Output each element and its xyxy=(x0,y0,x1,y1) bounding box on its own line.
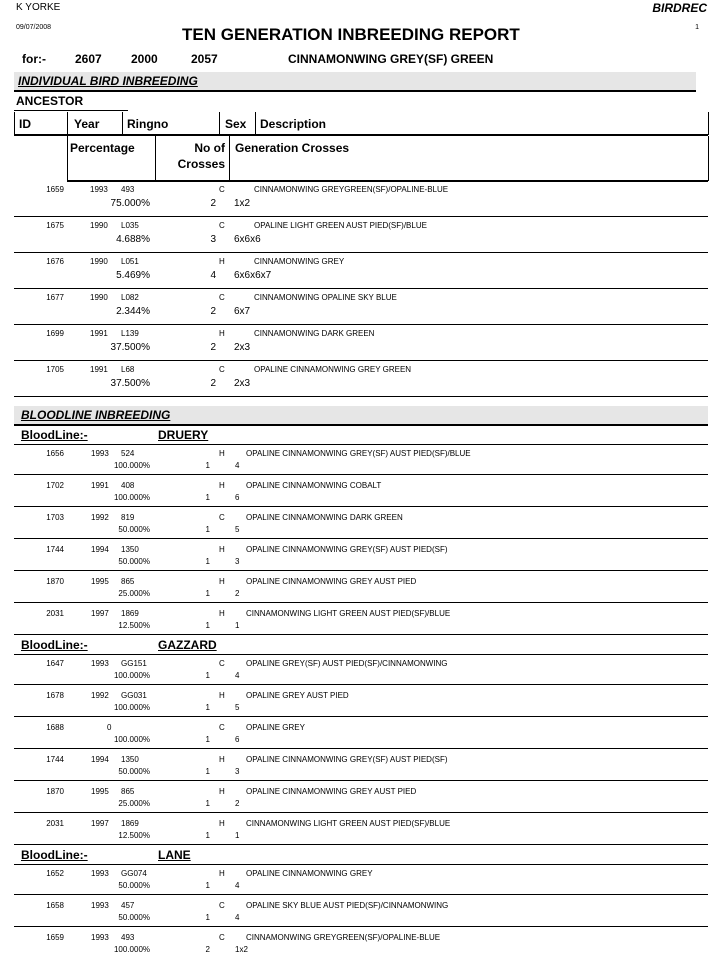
row-id: 1699 xyxy=(46,329,64,338)
row-year: 1990 xyxy=(90,221,108,230)
for-label: for:- xyxy=(22,52,46,66)
row-year: 1991 xyxy=(91,481,109,490)
row-sex: H xyxy=(219,481,225,490)
row-crosses: 1 xyxy=(205,703,210,712)
row-description: CINNAMONWING OPALINE SKY BLUE xyxy=(254,293,397,302)
row-generations: 5 xyxy=(235,525,240,534)
row-divider xyxy=(14,812,708,813)
row-crosses: 2 xyxy=(210,306,216,317)
row-crosses: 1 xyxy=(205,735,210,744)
row-description: OPALINE CINNAMONWING GREY(SF) AUST PIED(SF)/BLUE xyxy=(246,449,471,458)
row-ringno: GG031 xyxy=(121,691,147,700)
row-year: 1994 xyxy=(91,755,109,764)
row-sex: H xyxy=(219,545,225,554)
row-percentage: 12.500% xyxy=(118,831,150,840)
col-divider xyxy=(14,112,15,135)
bloodline-label: BloodLine:- xyxy=(21,638,88,652)
column-header-year: Year xyxy=(74,117,100,131)
row-divider xyxy=(14,894,708,895)
row-generations: 1 xyxy=(235,831,240,840)
col-divider xyxy=(67,136,68,181)
row-ringno: 865 xyxy=(121,787,135,796)
row-sex: H xyxy=(219,609,225,618)
row-generations: 1 xyxy=(235,621,240,630)
row-id: 1658 xyxy=(46,901,64,910)
row-ringno: 819 xyxy=(121,513,135,522)
row-crosses: 1 xyxy=(205,671,210,680)
row-percentage: 100.000% xyxy=(113,735,150,744)
row-crosses: 2 xyxy=(210,378,216,389)
col-divider xyxy=(155,136,156,181)
row-year: 1993 xyxy=(91,901,109,910)
row-sex: C xyxy=(219,185,225,194)
row-divider xyxy=(14,780,708,781)
column-header-percentage: Percentage xyxy=(70,141,135,155)
row-crosses: 1 xyxy=(205,557,210,566)
row-percentage: 50.000% xyxy=(118,881,150,890)
col-divider xyxy=(67,112,68,135)
row-year: 1990 xyxy=(90,257,108,266)
row-sex: H xyxy=(219,257,225,266)
row-percentage: 50.000% xyxy=(118,557,150,566)
row-description: OPALINE GREY(SF) AUST PIED(SF)/CINNAMONWING xyxy=(246,659,448,668)
row-ringno: GG151 xyxy=(121,659,147,668)
ancestor-underline xyxy=(14,110,128,111)
row-id: 1659 xyxy=(46,185,64,194)
row-divider xyxy=(14,926,708,927)
row-divider xyxy=(14,602,708,603)
row-ringno: L68 xyxy=(121,365,135,374)
row-divider xyxy=(14,288,708,289)
row-percentage: 50.000% xyxy=(118,913,150,922)
bird-description: CINNAMONWING GREY(SF) GREEN xyxy=(288,52,494,66)
row-generations: 3 xyxy=(235,767,240,776)
row-description: OPALINE CINNAMONWING COBALT xyxy=(246,481,382,490)
row-divider xyxy=(14,570,708,571)
row-id: 1703 xyxy=(46,513,64,522)
row-divider xyxy=(14,748,708,749)
row-sex: C xyxy=(219,933,225,942)
column-header-generation-crosses: Generation Crosses xyxy=(235,141,350,155)
row-generations: 4 xyxy=(235,881,240,890)
app-name: BIRDREC xyxy=(652,1,707,15)
row-description: CINNAMONWING DARK GREEN xyxy=(254,329,375,338)
column-header-ringno: Ringno xyxy=(127,117,169,131)
row-crosses: 3 xyxy=(210,234,216,245)
row-sex: H xyxy=(219,869,225,878)
row-sex: H xyxy=(219,329,225,338)
row-ringno: 865 xyxy=(121,577,135,586)
row-ringno: 1350 xyxy=(121,545,139,554)
row-description: CINNAMONWING LIGHT GREEN AUST PIED(SF)/BLUE xyxy=(246,819,451,828)
col-divider xyxy=(122,112,123,135)
row-ringno: L139 xyxy=(121,329,139,338)
column-header-bottom-rule xyxy=(67,180,708,182)
row-sex: C xyxy=(219,365,225,374)
row-generations: 2x3 xyxy=(234,378,251,389)
row-id: 1688 xyxy=(46,723,64,732)
row-id: 1702 xyxy=(46,481,64,490)
row-sex: H xyxy=(219,755,225,764)
row-ringno: L035 xyxy=(121,221,139,230)
row-percentage: 2.344% xyxy=(116,306,150,317)
row-ringno: 493 xyxy=(121,933,135,942)
row-ringno: GG074 xyxy=(121,869,147,878)
row-crosses: 4 xyxy=(210,270,216,281)
row-year: 1992 xyxy=(91,691,109,700)
owner-name: K YORKE xyxy=(16,2,61,13)
row-id: 1675 xyxy=(46,221,64,230)
row-description: CINNAMONWING GREY xyxy=(254,257,345,266)
row-id: 1705 xyxy=(46,365,64,374)
report-title: TEN GENERATION INBREEDING REPORT xyxy=(182,25,520,44)
row-divider xyxy=(14,684,708,685)
page-number: 1 xyxy=(695,24,699,31)
row-year: 1997 xyxy=(91,819,109,828)
row-percentage: 50.000% xyxy=(118,767,150,776)
row-description: CINNAMONWING LIGHT GREEN AUST PIED(SF)/BLUE xyxy=(246,609,451,618)
row-sex: C xyxy=(219,659,225,668)
row-id: 1870 xyxy=(46,787,64,796)
row-description: OPALINE CINNAMONWING GREY(SF) AUST PIED(SF) xyxy=(246,755,448,764)
row-crosses: 1 xyxy=(205,525,210,534)
row-crosses: 1 xyxy=(205,767,210,776)
row-description: OPALINE SKY BLUE AUST PIED(SF)/CINNAMONWING xyxy=(246,901,449,910)
bloodline-section-header xyxy=(14,406,708,426)
column-header-sex: Sex xyxy=(225,117,247,131)
col-divider xyxy=(708,112,709,135)
row-percentage: 37.500% xyxy=(110,342,150,353)
row-ringno: 1869 xyxy=(121,819,139,828)
ancestor-label: ANCESTOR xyxy=(16,94,84,108)
row-percentage: 100.000% xyxy=(113,493,150,502)
row-description: OPALINE CINNAMONWING GREY(SF) AUST PIED(SF) xyxy=(246,545,448,554)
bloodline-label: BloodLine:- xyxy=(21,848,88,862)
row-divider xyxy=(14,538,708,539)
row-percentage: 75.000% xyxy=(110,198,150,209)
row-year: 1994 xyxy=(91,545,109,554)
individual-section-header xyxy=(14,72,696,92)
row-crosses: 2 xyxy=(210,198,216,209)
row-generations: 4 xyxy=(235,913,240,922)
individual-section-title: INDIVIDUAL BIRD INBREEDING xyxy=(18,74,198,88)
row-divider xyxy=(14,634,708,635)
row-generations: 5 xyxy=(235,703,240,712)
row-id: 2031 xyxy=(46,609,64,618)
row-id: 1647 xyxy=(46,659,64,668)
row-id: 1677 xyxy=(46,293,64,302)
row-percentage: 12.500% xyxy=(118,621,150,630)
row-generations: 3 xyxy=(235,557,240,566)
row-year: 1995 xyxy=(91,577,109,586)
row-description: CINNAMONWING GREYGREEN(SF)/OPALINE-BLUE xyxy=(246,933,441,942)
row-percentage: 25.000% xyxy=(118,589,150,598)
row-crosses: 1 xyxy=(205,881,210,890)
bloodline-name: LANE xyxy=(158,848,191,862)
row-crosses: 1 xyxy=(205,621,210,630)
bloodline-label: BloodLine:- xyxy=(21,428,88,442)
row-year: 1990 xyxy=(90,293,108,302)
row-year: 1992 xyxy=(91,513,109,522)
row-year: 1991 xyxy=(90,365,108,374)
row-year: 1993 xyxy=(91,449,109,458)
row-divider xyxy=(14,396,708,397)
row-crosses: 2 xyxy=(210,342,216,353)
bloodline-name: GAZZARD xyxy=(158,638,217,652)
row-description: OPALINE CINNAMONWING GREY xyxy=(246,869,373,878)
column-header-rule xyxy=(14,134,708,136)
column-header-crosses: Crosses xyxy=(177,157,225,171)
row-generations: 6x6x6 xyxy=(234,234,261,245)
row-year: 1993 xyxy=(90,185,108,194)
row-crosses: 1 xyxy=(205,493,210,502)
row-generations: 4 xyxy=(235,461,240,470)
row-generations: 2x3 xyxy=(234,342,251,353)
row-sex: C xyxy=(219,723,225,732)
row-year: 1993 xyxy=(91,659,109,668)
row-ringno: 524 xyxy=(121,449,135,458)
row-generations: 6x7 xyxy=(234,306,251,317)
row-description: OPALINE CINNAMONWING DARK GREEN xyxy=(246,513,403,522)
row-generations: 1x2 xyxy=(235,945,248,954)
row-percentage: 5.469% xyxy=(116,270,150,281)
row-generations: 2 xyxy=(235,589,240,598)
row-percentage: 4.688% xyxy=(116,234,150,245)
row-percentage: 50.000% xyxy=(118,525,150,534)
row-ringno: L082 xyxy=(121,293,139,302)
row-generations: 1x2 xyxy=(234,198,251,209)
bird-id: 2607 xyxy=(75,52,102,66)
row-year: 1995 xyxy=(91,787,109,796)
bloodline-rule xyxy=(14,444,708,445)
row-divider xyxy=(14,360,708,361)
row-ringno: 1350 xyxy=(121,755,139,764)
row-year: 1993 xyxy=(91,933,109,942)
row-crosses: 1 xyxy=(205,589,210,598)
row-percentage: 37.500% xyxy=(110,378,150,389)
col-divider xyxy=(219,112,220,135)
bloodline-section-title: BLOODLINE INBREEDING xyxy=(21,408,171,422)
row-sex: H xyxy=(219,449,225,458)
row-id: 1870 xyxy=(46,577,64,586)
row-generations: 6 xyxy=(235,493,240,502)
row-divider xyxy=(14,844,708,845)
column-header-no-of: No of xyxy=(194,141,225,155)
row-id: 1652 xyxy=(46,869,64,878)
row-description: OPALINE CINNAMONWING GREY AUST PIED xyxy=(246,577,417,586)
row-crosses: 2 xyxy=(205,945,210,954)
row-description: OPALINE GREY xyxy=(246,723,305,732)
row-generations: 2 xyxy=(235,799,240,808)
bird-year: 2000 xyxy=(131,52,158,66)
row-generations: 4 xyxy=(235,671,240,680)
col-divider xyxy=(255,112,256,135)
bloodline-rule xyxy=(14,864,708,865)
row-ringno: L051 xyxy=(121,257,139,266)
row-crosses: 1 xyxy=(205,461,210,470)
row-id: 1676 xyxy=(46,257,64,266)
row-divider xyxy=(14,506,708,507)
row-sex: C xyxy=(219,293,225,302)
row-generations: 6 xyxy=(235,735,240,744)
row-id: 1656 xyxy=(46,449,64,458)
row-sex: C xyxy=(219,513,225,522)
row-description: OPALINE CINNAMONWING GREY AUST PIED xyxy=(246,787,417,796)
row-percentage: 100.000% xyxy=(113,671,150,680)
row-divider xyxy=(14,324,708,325)
row-description: OPALINE GREY AUST PIED xyxy=(246,691,349,700)
column-header-id: ID xyxy=(19,117,31,131)
row-percentage: 100.000% xyxy=(113,461,150,470)
bloodline-rule xyxy=(14,654,708,655)
col-divider xyxy=(708,136,709,181)
row-sex: C xyxy=(219,221,225,230)
bloodline-name: DRUERY xyxy=(158,428,209,442)
row-ringno: 1869 xyxy=(121,609,139,618)
row-id: 2031 xyxy=(46,819,64,828)
row-ringno: 493 xyxy=(121,185,135,194)
row-sex: H xyxy=(219,691,225,700)
row-id: 1744 xyxy=(46,545,64,554)
row-divider xyxy=(14,252,708,253)
col-divider xyxy=(229,136,230,181)
row-description: CINNAMONWING GREYGREEN(SF)/OPALINE-BLUE xyxy=(254,185,449,194)
row-divider xyxy=(14,216,708,217)
row-id: 1678 xyxy=(46,691,64,700)
row-year: 1993 xyxy=(91,869,109,878)
row-percentage: 100.000% xyxy=(113,945,150,954)
row-crosses: 1 xyxy=(205,831,210,840)
bird-ringno: 2057 xyxy=(191,52,218,66)
row-id: 1744 xyxy=(46,755,64,764)
row-year: 1997 xyxy=(91,609,109,618)
row-ringno: 408 xyxy=(121,481,135,490)
row-description: OPALINE LIGHT GREEN AUST PIED(SF)/BLUE xyxy=(254,221,427,230)
row-divider xyxy=(14,716,708,717)
report-date: 09/07/2008 xyxy=(16,24,52,31)
row-ringno: 457 xyxy=(121,901,135,910)
row-crosses: 1 xyxy=(205,913,210,922)
row-crosses: 1 xyxy=(205,799,210,808)
row-percentage: 25.000% xyxy=(118,799,150,808)
row-sex: H xyxy=(219,577,225,586)
row-sex: H xyxy=(219,787,225,796)
row-sex: H xyxy=(219,819,225,828)
row-sex: C xyxy=(219,901,225,910)
row-year: 1991 xyxy=(90,329,108,338)
row-year: 0 xyxy=(107,723,112,732)
row-description: OPALINE CINNAMONWING GREY GREEN xyxy=(254,365,412,374)
row-percentage: 100.000% xyxy=(113,703,150,712)
row-divider xyxy=(14,474,708,475)
row-generations: 6x6x6x7 xyxy=(234,270,272,281)
row-id: 1659 xyxy=(46,933,64,942)
column-header-description: Description xyxy=(260,117,327,131)
